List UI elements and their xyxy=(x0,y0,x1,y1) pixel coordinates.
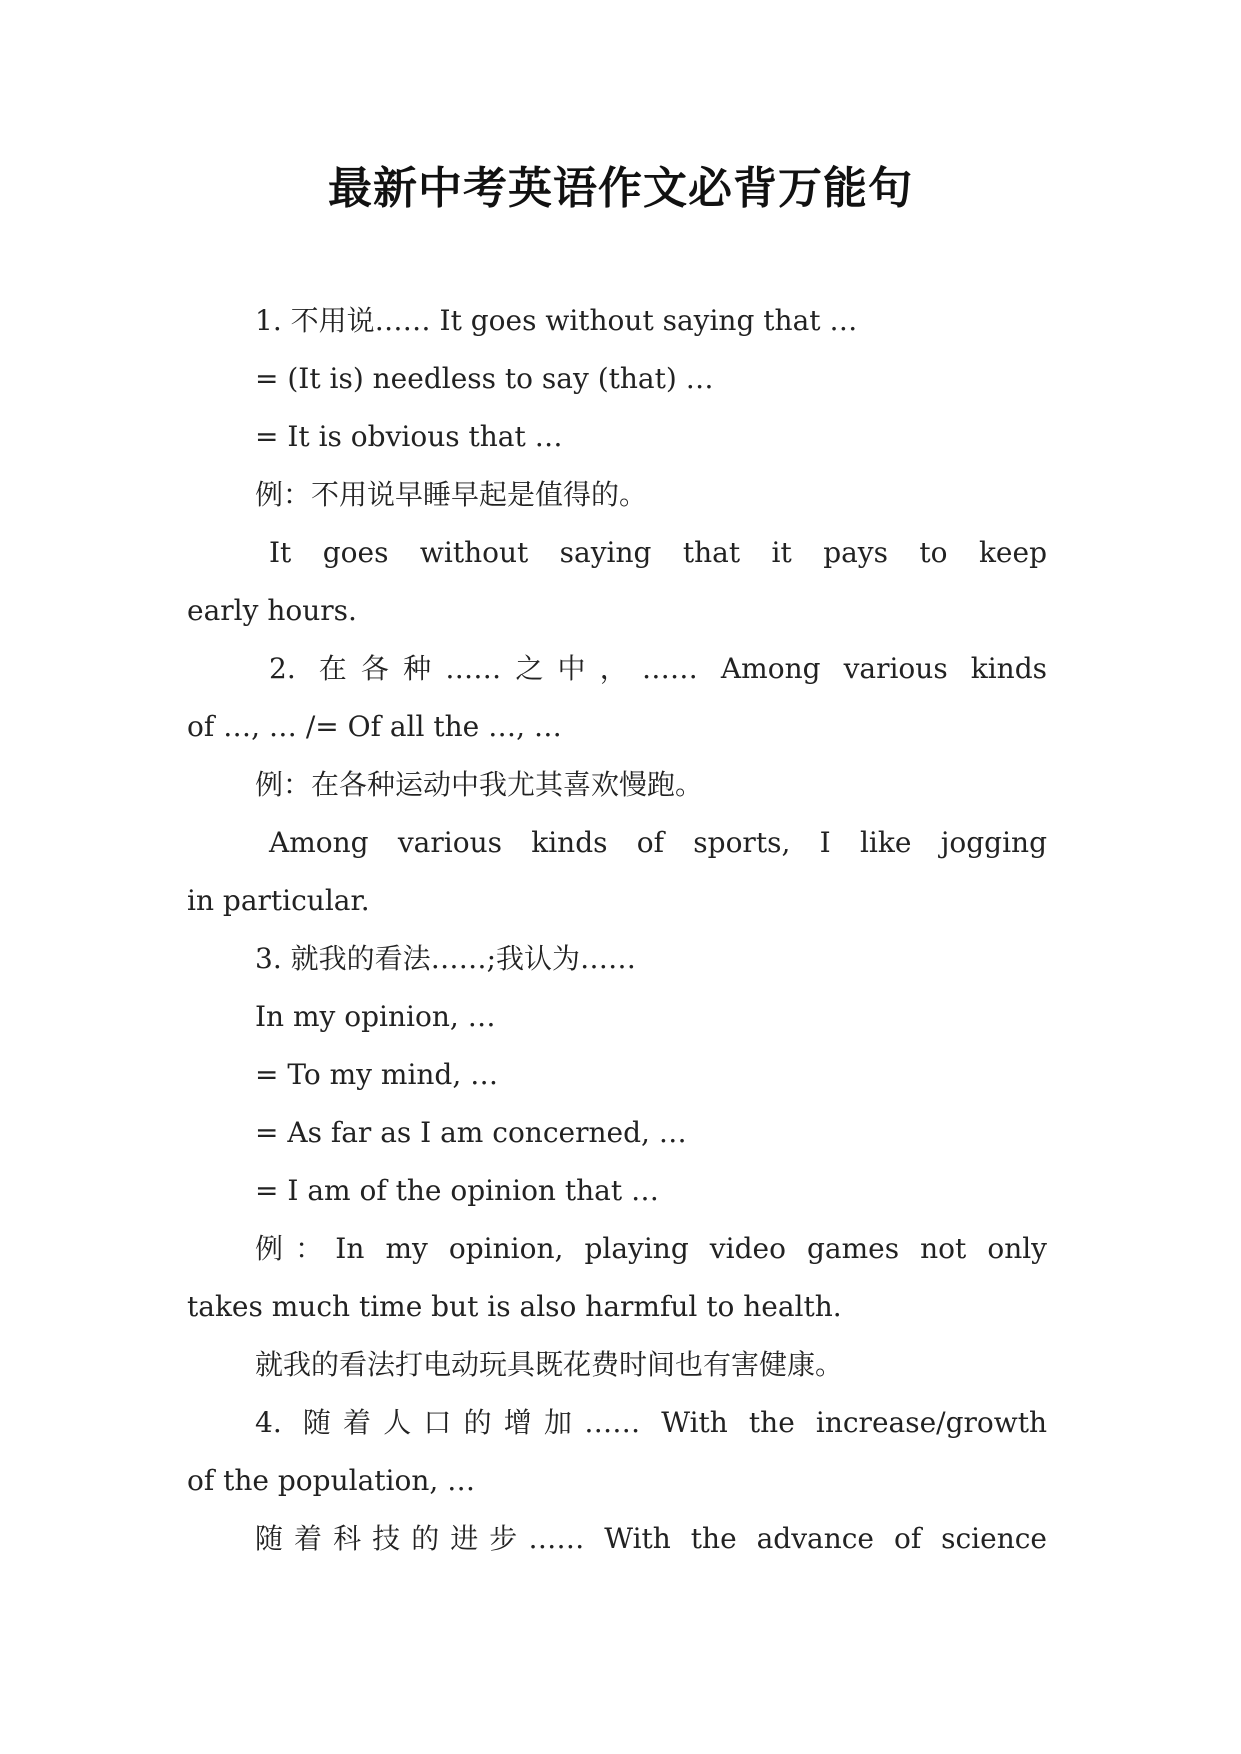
text-line: In my opinion, … xyxy=(255,1000,496,1033)
text-line: 4. 随着人口的增加…… With the increase/growth xyxy=(255,1406,1047,1439)
text-line: early hours. xyxy=(187,594,357,627)
text-line: = It is obvious that … xyxy=(255,420,563,453)
text-line: 例：In my opinion, playing video games not only xyxy=(255,1232,1047,1265)
text-line: = To my mind, … xyxy=(255,1058,499,1091)
text-line: Among various kinds of sports, I like jogging xyxy=(269,826,1047,859)
text-line: of …, … /= Of all the …, … xyxy=(187,710,562,743)
text-line: = (It is) needless to say (that) … xyxy=(255,362,714,395)
document-title: 最新中考英语作文必背万能句 xyxy=(328,163,913,214)
text-line: 就我的看法打电动玩具既花费时间也有害健康。 xyxy=(255,1348,844,1381)
text-line: in particular. xyxy=(187,884,370,917)
text-line: of the population, … xyxy=(187,1464,476,1497)
text-line: = As far as I am concerned, … xyxy=(255,1116,687,1149)
text-line: 1. 不用说…… It goes without saying that … xyxy=(255,304,858,337)
text-line: 随着科技的进步…… With the advance of science xyxy=(255,1522,1047,1555)
text-line: 2. 在各种……之中，…… Among various kinds xyxy=(269,652,1047,685)
text-line: 例：不用说早睡早起是值得的。 xyxy=(255,478,648,511)
document-body xyxy=(187,292,1047,1568)
text-line: = I am of the opinion that … xyxy=(255,1174,659,1207)
text-line: takes much time but is also harmful to health. xyxy=(187,1290,842,1323)
text-line: It goes without saying that it pays to keep xyxy=(269,536,1047,569)
text-line: 例：在各种运动中我尤其喜欢慢跑。 xyxy=(255,768,704,801)
text-line: 3. 就我的看法……;我认为…… xyxy=(255,942,637,975)
